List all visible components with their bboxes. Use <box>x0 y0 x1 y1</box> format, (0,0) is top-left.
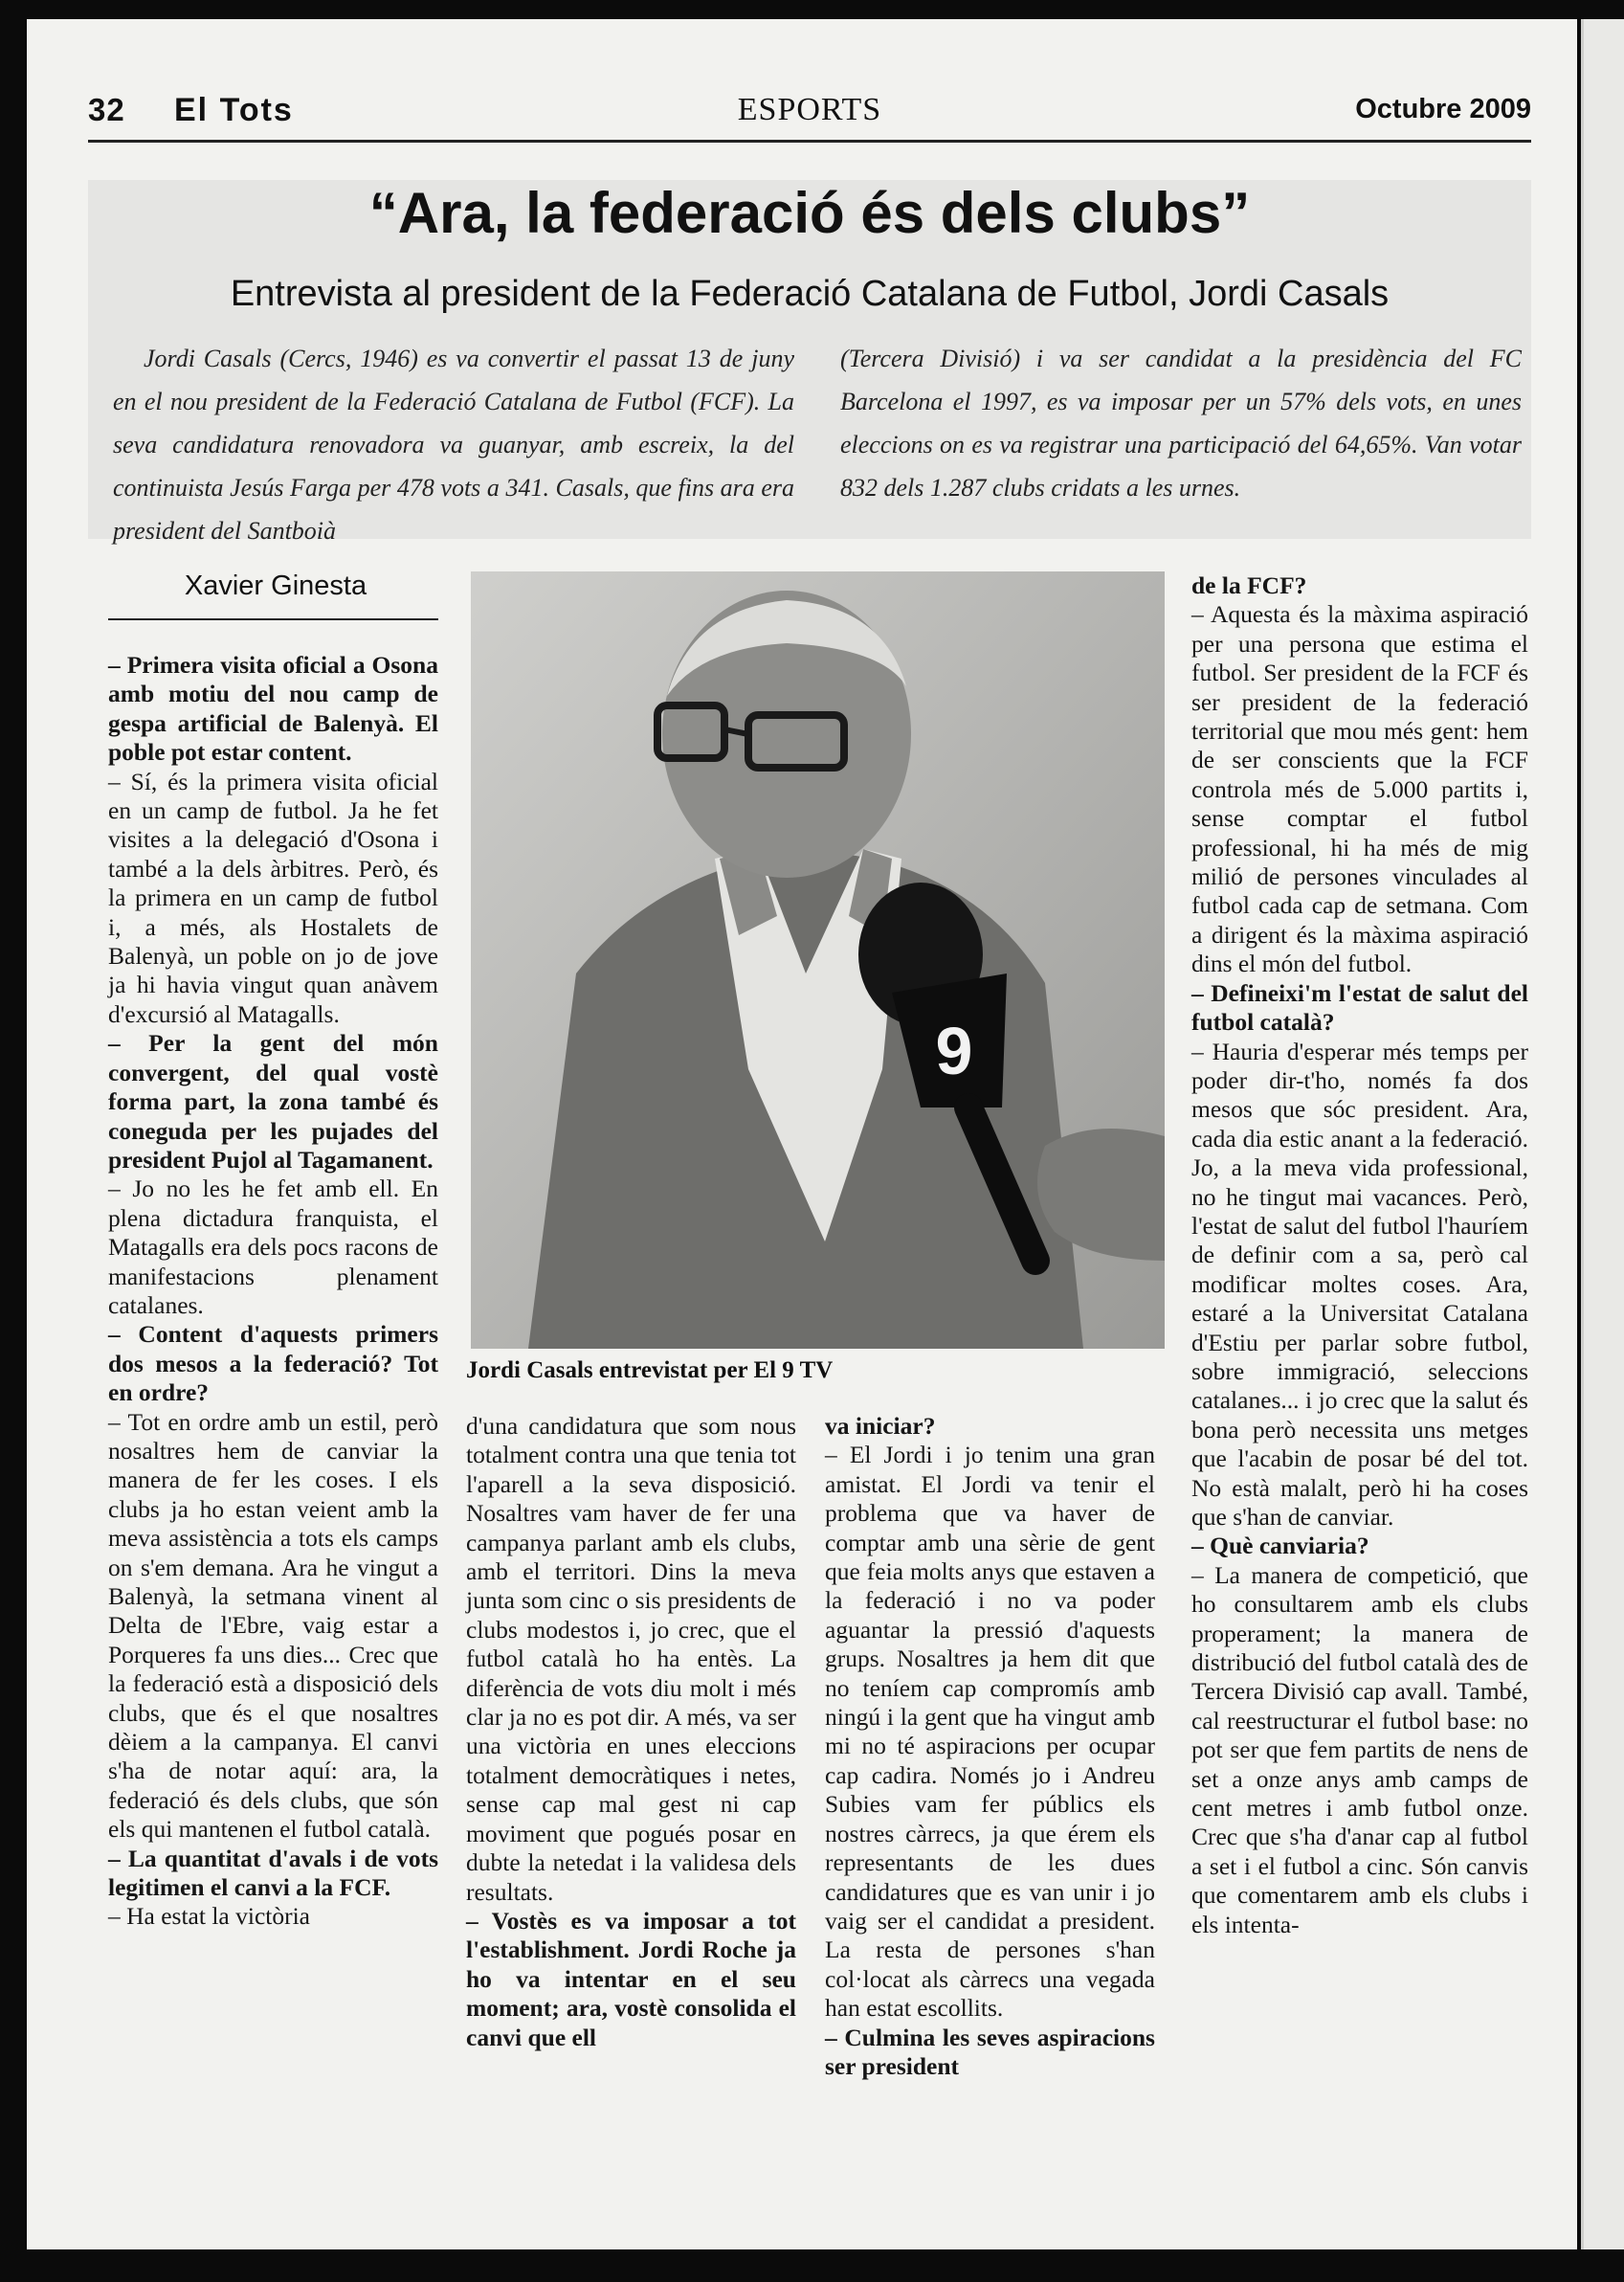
page-header <box>88 75 1531 143</box>
question: – Vostès es va imposar a tot l'establishment. Jordi Roche ja ho va intentar en el seu moment; ara, vostè consolida el canvi que ell <box>466 1906 796 2051</box>
column-3 <box>825 1412 1155 2081</box>
answer: – Jo no les he fet amb ell. En plena dictadura franquista, el Matagalls era dels pocs racons de manifestacions plenament catalanes. <box>108 1175 438 1319</box>
adjacent-page-edge <box>1581 19 1624 2249</box>
question: – Defineixi'm l'estat de salut del futbol català? <box>1191 978 1528 1037</box>
lead-paragraph-right: (Tercera Divisió) i va ser candidat a la presidència del FC Barcelona el 1997, es va imposar per un 57% dels vots, en unes eleccions on es va registrar una participació del 64,65%. Van votar 832 dels 1.287 clubs cridats a les urnes. <box>840 345 1522 502</box>
answer: – Tot en ordre amb un estil, però nosaltres hem de canviar la manera de fer les coses. I els clubs ja ho estan veient amb la meva assistència a tots els camps on s'em demana. Ara he vingut a Balenyà, la setmana vinent al Delta de l'Ebre, vaig estar a Porqueres fa uns dies... Crec que la federació està a disposició dels clubs, que és el que nosaltres dèiem a la campanya. El canvi s'ha de notar aquí: ara, la federació és dels clubs, que són els qui mantenen el futbol català. <box>108 1407 438 1844</box>
answer: – El Jordi i jo tenim una gran amistat. El Jordi va tenir el problema que va haver de comptar amb una sèrie de gent que feia molts anys que estaven a la federació i no va poder aguantar la pressió d'aquests grups. Nosaltres ja hem dit que no teníem cap compromís amb ningú i la gent que ha vingut amb mi no té aspiracions per ocupar cap cadira. Només jo i Andreu Subies vam fer públics els nostres càrrecs, ja que érem els representants de les dues candidatures que es van unir i jo vaig ser el candidat a president. La resta de persones s'han col·locat als càrrecs una vegada han estat escollits. <box>825 1441 1155 2023</box>
interview-photo <box>471 571 1165 1349</box>
answer: – La manera de competició, que ho consultarem amb els clubs properament; la manera de distribució del futbol català des de Tercera Divisió cap avall. També, cal reestructurar el futbol base: no pot ser que fem partits de nens de set a onze anys amb camps de cent metres i amb futbol onze. Crec que s'ha d'anar cap al futbol a set i el futbol a cinc. Són canvis que comentarem amb els clubs i els intenta- <box>1191 1560 1528 1938</box>
answer: – Aquesta és la màxima aspiració per una persona que estima el futbol. Ser president de la FCF és ser president de la federació territorial que mou més gent: hem de ser conscients que la FCF controla més de 5.000 partits i, sense comptar el futbol professional, hi ha més de mig milió de persones vinculades al futbol cada cap de setmana. Com a dirigent és la màxima aspiració dins el món del futbol. <box>1191 600 1528 978</box>
publication-name: El Tots <box>174 92 294 128</box>
lead-paragraph-left: Jordi Casals (Cercs, 1946) es va convertir el passat 13 de juny en el nou president de la Federació Catalana de Futbol (FCF). La seva candidatura renovadora va guanyar, amb escreix, la del continuista Jesús Farga per 478 vots a 341. Casals, que fins ara era president del Santboià <box>113 345 794 545</box>
question: – Què canviaria? <box>1191 1532 1369 1560</box>
column-4 <box>1191 571 1528 1939</box>
column-2 <box>466 1412 796 2052</box>
answer: – Hauria d'esperar més temps per poder dir-t'ho, només fa dos mesos que sóc president. Ara, cada dia estic anant a la federació. Jo, a la meva vida professional, no he tingut mai vacances. Però, l'estat de salut del futbol l'hauríem de definir com a sa, però cal modificar moltes coses. Ara, estaré a la Universitat Catalana d'Estiu per parlar sobre futbol, sobre immigració, seleccions catalanes... i jo crec que la salut és bona però necessita uns metges que l'acabin de posar bé del tot. No està malalt, però hi ha coses que s'han de canviar. <box>1191 1037 1528 1531</box>
question: de la FCF? <box>1191 571 1307 599</box>
column-1 <box>108 651 438 1932</box>
headline: “Ara, la federació és dels clubs” <box>368 181 1251 245</box>
question: – La quantitat d'avals i de vots legitimen el canvi a la FCF. <box>108 1844 438 1902</box>
section-label: ESPORTS <box>737 92 882 127</box>
photo-caption: Jordi Casals entrevistat per El 9 TV <box>466 1357 834 1383</box>
mic-logo-text: 9 <box>935 1014 973 1088</box>
question: – Culmina les seves aspiracions ser president <box>825 2023 1155 2080</box>
answer: – Sí, és la primera visita oficial en un camp de futbol. Ja he fet visites a la delegació d'Osona i també a la dels àrbitres. Però, és la primera en un camp de futbol i, a més, als Hostalets de Balenyà, un poble on jo de jove ja hi havia vingut quan anàvem d'excursió al Matagalls. <box>108 767 438 1028</box>
byline-rule <box>108 618 438 620</box>
question: – Per la gent del món convergent, del qual vostè forma part, la zona també és coneguda per les pujades del president Pujol al Tagamanent. <box>108 1029 438 1174</box>
question: va iniciar? <box>825 1412 936 1440</box>
question: – Primera visita oficial a Osona amb motiu del nou camp de gespa artificial de Balenyà. El poble pot estar content. <box>108 651 438 767</box>
issue-date: Octubre 2009 <box>1355 94 1531 124</box>
byline: Xavier Ginesta <box>184 570 367 601</box>
photo-illustration <box>471 571 1165 1349</box>
answer: d'una candidatura que som nous totalment contra una que tenia tot l'aparell a la seva disposició. Nosaltres vam haver de fer una campanya parlant amb els clubs, amb el territori. Dins la meva junta som cinc o sis presidents de clubs modestos i, jo crec, que el futbol català ho ha entès. La diferència de vots diu molt i més clar ja no es pot dir. A més, va ser una victòria en unes eleccions totalment democràtiques i netes, sense cap mal gest ni cap moviment que pogués posar en dubte la netedat i la validesa dels resultats. <box>466 1412 796 1906</box>
answer: – Ha estat la victòria <box>108 1902 310 1931</box>
page-number: 32 <box>88 92 125 127</box>
question: – Content d'aquests primers dos mesos a la federació? Tot en ordre? <box>108 1320 438 1407</box>
subheadline: Entrevista al president de la Federació Catalana de Futbol, Jordi Casals <box>230 274 1390 314</box>
